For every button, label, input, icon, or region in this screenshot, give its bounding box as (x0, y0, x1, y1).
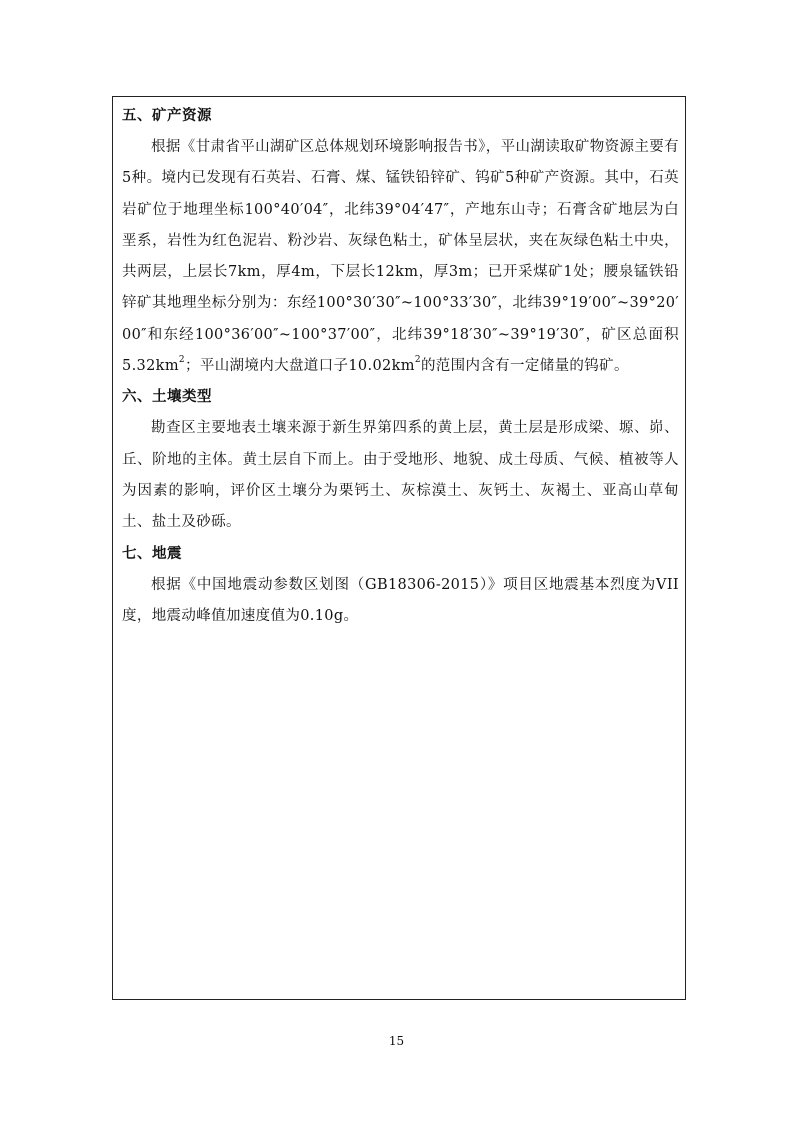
minerals-text-c: 的范围内含有一定储量的钨矿。 (420, 358, 629, 375)
page-number: 15 (388, 1034, 405, 1048)
content-frame (112, 96, 686, 1000)
superscript-a: 2 (178, 355, 185, 366)
minerals-text-a: 根据《甘肃省平山湖矿区总体规划环境影响报告书》，平山湖读取矿物资源主要有5种。境内已发现有石英岩、石膏、煤、锰铁铅锌矿、钨矿5种矿产资源。其中，石英岩矿位于地理坐标100°40′04″，北纬39°04′47″，产地东山寺；石膏含矿地层为白垩系，岩性为红色泥岩、粉沙岩、灰绿色粘土，矿体呈层状，夹在灰绿色粘土中央，共两层，上层长7km，厚4m，下层长12km，厚3m；已开采煤矿1处；腰泉锰铁铅锌矿其地理坐标分别为：东经100°30′30″~100°33′30″，北纬39°19′00″~39°20′00″和东经100°36′00″~100°37′00″，北纬39°18′30″~39°19′30″，矿区总面积5.32km (122, 139, 679, 375)
section-heading-soil: 六、土壤类型 (122, 389, 212, 406)
superscript-b: 2 (414, 355, 421, 366)
minerals-paragraph (122, 132, 679, 382)
soil-paragraph: 勘查区主要地表土壤来源于新生界第四系的黄上层，黄土层是形成梁、塬、峁、丘、阶地的主体。黄土层自下而上。由于受地形、地貌、成土母质、气候、植被等人为因素的影响，评价区土壤分为栗钙土、灰棕漠土、灰钙土、灰褐土、亚高山草甸土、盐土及砂砾。 (122, 420, 679, 531)
section-heading-earthquake: 七、地震 (122, 545, 182, 562)
minerals-text-b: ；平山湖境内大盘道口子10.02km (185, 358, 415, 375)
earthquake-paragraph: 根据《中国地震动参数区划图（GB18306-2015）》项目区地震基本烈度为VII度，地震动峰值加速度值为0.10g。 (122, 576, 679, 624)
section-heading-minerals: 五、矿产资源 (122, 108, 212, 124)
document-body (122, 101, 679, 632)
